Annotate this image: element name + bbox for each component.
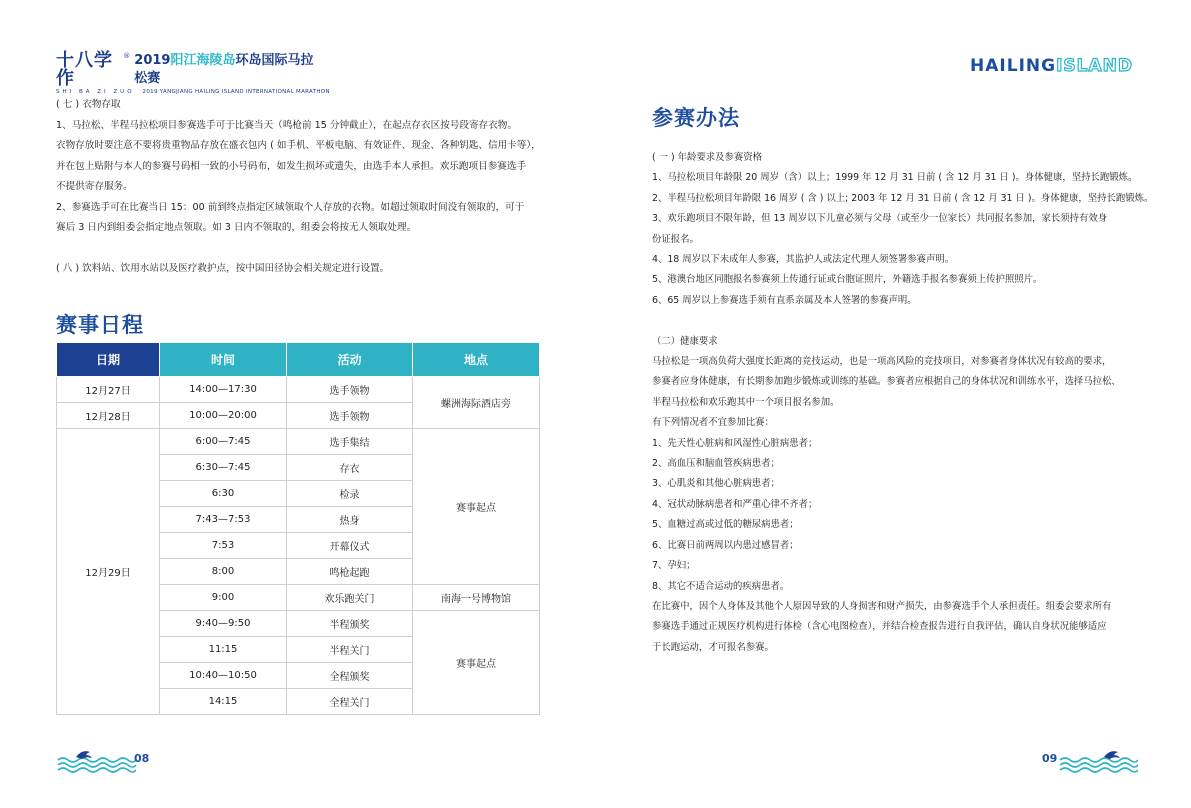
activity-cell: 全程关门: [287, 689, 413, 715]
text-line: ( 八 ) 饮料站、饮用水站以及医疗救护点，按中国田径协会相关规定进行设置。: [56, 263, 390, 274]
page-number-left: 08: [134, 752, 150, 765]
text-line: 马拉松是一项高负荷大强度长距离的竞技运动，也是一项高风险的竞技项目，对参赛者身体状况有较高的要求，: [652, 356, 1112, 368]
text-line: [56, 239, 541, 260]
text-line: 不提供寄存服务。: [56, 181, 133, 192]
text-line: [652, 311, 1153, 331]
header-time: 时间: [160, 343, 287, 377]
text-line: ( 七 ) 衣物存取: [56, 99, 121, 110]
location-cell: 赛事起点: [413, 611, 540, 715]
text-line: 于长跑运动，才可报名参赛。: [652, 641, 774, 653]
text-line: 1、马拉松项目年龄限 20 周岁（含）以上；1999 年 12 月 31 日前 ( 含 12 月 31 日 )。身体健康，坚持长跑锻炼。: [652, 172, 1138, 184]
text-line: 5、港澳台地区同胞报名参赛须上传通行证或台胞证照片，外籍选手报名参赛须上传护照照片。: [652, 274, 1043, 286]
activity-cell: 鸣枪起跑: [287, 559, 413, 585]
activity-cell: 选手集结: [287, 429, 413, 455]
logo-subtitle: SHI BA ZI ZUO 2019 YANGJIANG HAILING ISLAND INTERNATIONAL MARATHON: [56, 89, 330, 95]
text-line: 在比赛中，因个人身体及其他个人原因导致的人身损害和财产损失，由参赛选手个人承担责任。组委会要求所有: [652, 600, 1112, 612]
activity-cell: 开幕仪式: [287, 533, 413, 559]
text-line: 8、其它不适合运动的疾病患者。: [652, 580, 790, 592]
page-number-right: 09: [1042, 752, 1058, 765]
time-cell: 7:43—7:53: [160, 507, 287, 533]
right-page-body: [652, 148, 1153, 658]
table-header-row: [57, 343, 540, 377]
activity-cell: 检录: [287, 481, 413, 507]
date-cell: 12月29日: [57, 429, 160, 715]
text-line: （二）健康要求: [652, 335, 718, 347]
text-line: 5、血糖过高或过低的糖尿病患者；: [652, 519, 799, 531]
date-cell: 12月27日: [57, 377, 160, 403]
text-line: 4、冠状动脉病患者和严重心律不齐者；: [652, 498, 818, 510]
registration-rules-title: 参赛办法: [652, 106, 740, 130]
text-line: 2、高血压和脑血管疾病患者；: [652, 458, 780, 470]
time-cell: 11:15: [160, 637, 287, 663]
text-line: 6、比赛日前两周以内患过感冒者；: [652, 539, 799, 551]
time-cell: 6:00—7:45: [160, 429, 287, 455]
activity-cell: 半程颁奖: [287, 611, 413, 637]
text-line: 衣物存放时要注意不要将贵重物品存放在盛衣包内 ( 如手机、平板电脑、有效证件、现金、各种钥匙、信用卡等），: [56, 140, 541, 151]
location-cell: 螺洲海际酒店旁: [413, 377, 540, 429]
time-cell: 6:30—7:45: [160, 455, 287, 481]
text-line: 1、先天性心脏病和风湿性心脏病患者；: [652, 437, 818, 449]
text-line: 并在包上贴附与本人的参赛号码相一致的小号码布，如发生损坏或遗失，由选手本人承担。欢乐跑项目参赛选手: [56, 160, 527, 172]
wave-dolphin-icon: [1058, 748, 1138, 774]
text-line: 3、欢乐跑项目不限年龄，但 13 周岁以下儿童必须与父母（或至少一位家长）共同报名参加，家长须持有效身: [652, 213, 1108, 225]
registered-mark: ®: [123, 52, 131, 60]
text-line: 7、孕妇；: [652, 560, 696, 572]
location-cell: 南海一号博物馆: [413, 585, 540, 611]
table-row: [57, 377, 540, 403]
activity-cell: 选手领物: [287, 403, 413, 429]
schedule-title: 赛事日程: [56, 313, 144, 337]
text-line: 1、马拉松、半程马拉松项目参赛选手可于比赛当天（鸣枪前 15 分钟截止），在起点存衣区按号段寄存衣物。: [56, 119, 517, 131]
text-line: 3、心肌炎和其他心脏病患者；: [652, 478, 780, 490]
text-line: 赛后 3 日内到组委会指定地点领取。如 3 日内不领取的，组委会将按无人领取处理。: [56, 222, 417, 233]
activity-cell: 欢乐跑关门: [287, 585, 413, 611]
table-row: [57, 429, 540, 455]
time-cell: 9:40—9:50: [160, 611, 287, 637]
text-line: 份证报名。: [652, 233, 699, 245]
activity-cell: 热身: [287, 507, 413, 533]
time-cell: 14:15: [160, 689, 287, 715]
text-line: 有下列情况者不宜参加比赛：: [652, 417, 774, 429]
header-date: 日期: [57, 343, 160, 377]
header-activity: 活动: [287, 343, 413, 377]
wave-dolphin-icon: [56, 748, 136, 774]
text-line: 参赛者应身体健康，有长期参加跑步锻炼或训练的基础。参赛者应根据自己的身体状况和训练水平，选择马拉松、: [652, 376, 1121, 388]
time-cell: 6:30: [160, 481, 287, 507]
time-cell: 9:00: [160, 585, 287, 611]
hailing-island-logo: HAILINGISLAND: [970, 56, 1133, 76]
text-line: 6、65 周岁以上参赛选手须有直系亲属及本人签署的参赛声明。: [652, 294, 917, 306]
time-cell: 10:40—10:50: [160, 663, 287, 689]
schedule-table: [56, 342, 540, 715]
activity-cell: 存衣: [287, 455, 413, 481]
text-line: 半程马拉松和欢乐跑其中一个项目报名参加。: [652, 396, 840, 408]
logo-pinyin: SHI BA ZI ZUO: [56, 89, 135, 95]
text-line: ( 一 ) 年龄要求及参赛资格: [652, 152, 763, 163]
time-cell: 8:00: [160, 559, 287, 585]
header-location: 地点: [413, 343, 540, 377]
location-cell: 赛事起点: [413, 429, 540, 585]
text-line: 参赛选手通过正规医疗机构进行体检（含心电图检查），并结合检查报告进行自我评估，确认自身状况能够适应: [652, 621, 1107, 633]
logo-event-title: 2019阳江海陵岛环岛国际马拉松赛: [134, 53, 314, 86]
text-line: 2、参赛选手可在比赛当日 15：00 前到终点指定区域领取个人存放的衣物。如超过领取时间没有领取的，可于: [56, 201, 525, 213]
logo-brand-cn: 十八学作: [56, 50, 113, 89]
text-line: 2、半程马拉松项目年龄限 16 周岁 ( 含 ) 以上; 2003 年 12 月 31 日前 ( 含 12 月 31 日 )。身体健康，坚持长跑锻炼。: [652, 192, 1154, 204]
text-line: 4、18 周岁以下未成年人参赛，其监护人或法定代理人须签署参赛声明。: [652, 254, 955, 266]
time-cell: 10:00—20:00: [160, 403, 287, 429]
time-cell: 7:53: [160, 533, 287, 559]
activity-cell: 半程关门: [287, 637, 413, 663]
time-cell: 14:00—17:30: [160, 377, 287, 403]
activity-cell: 全程颁奖: [287, 663, 413, 689]
marathon-logo: [56, 50, 330, 95]
activity-cell: 选手领物: [287, 377, 413, 403]
date-cell: 12月28日: [57, 403, 160, 429]
left-page-body: [56, 95, 541, 280]
